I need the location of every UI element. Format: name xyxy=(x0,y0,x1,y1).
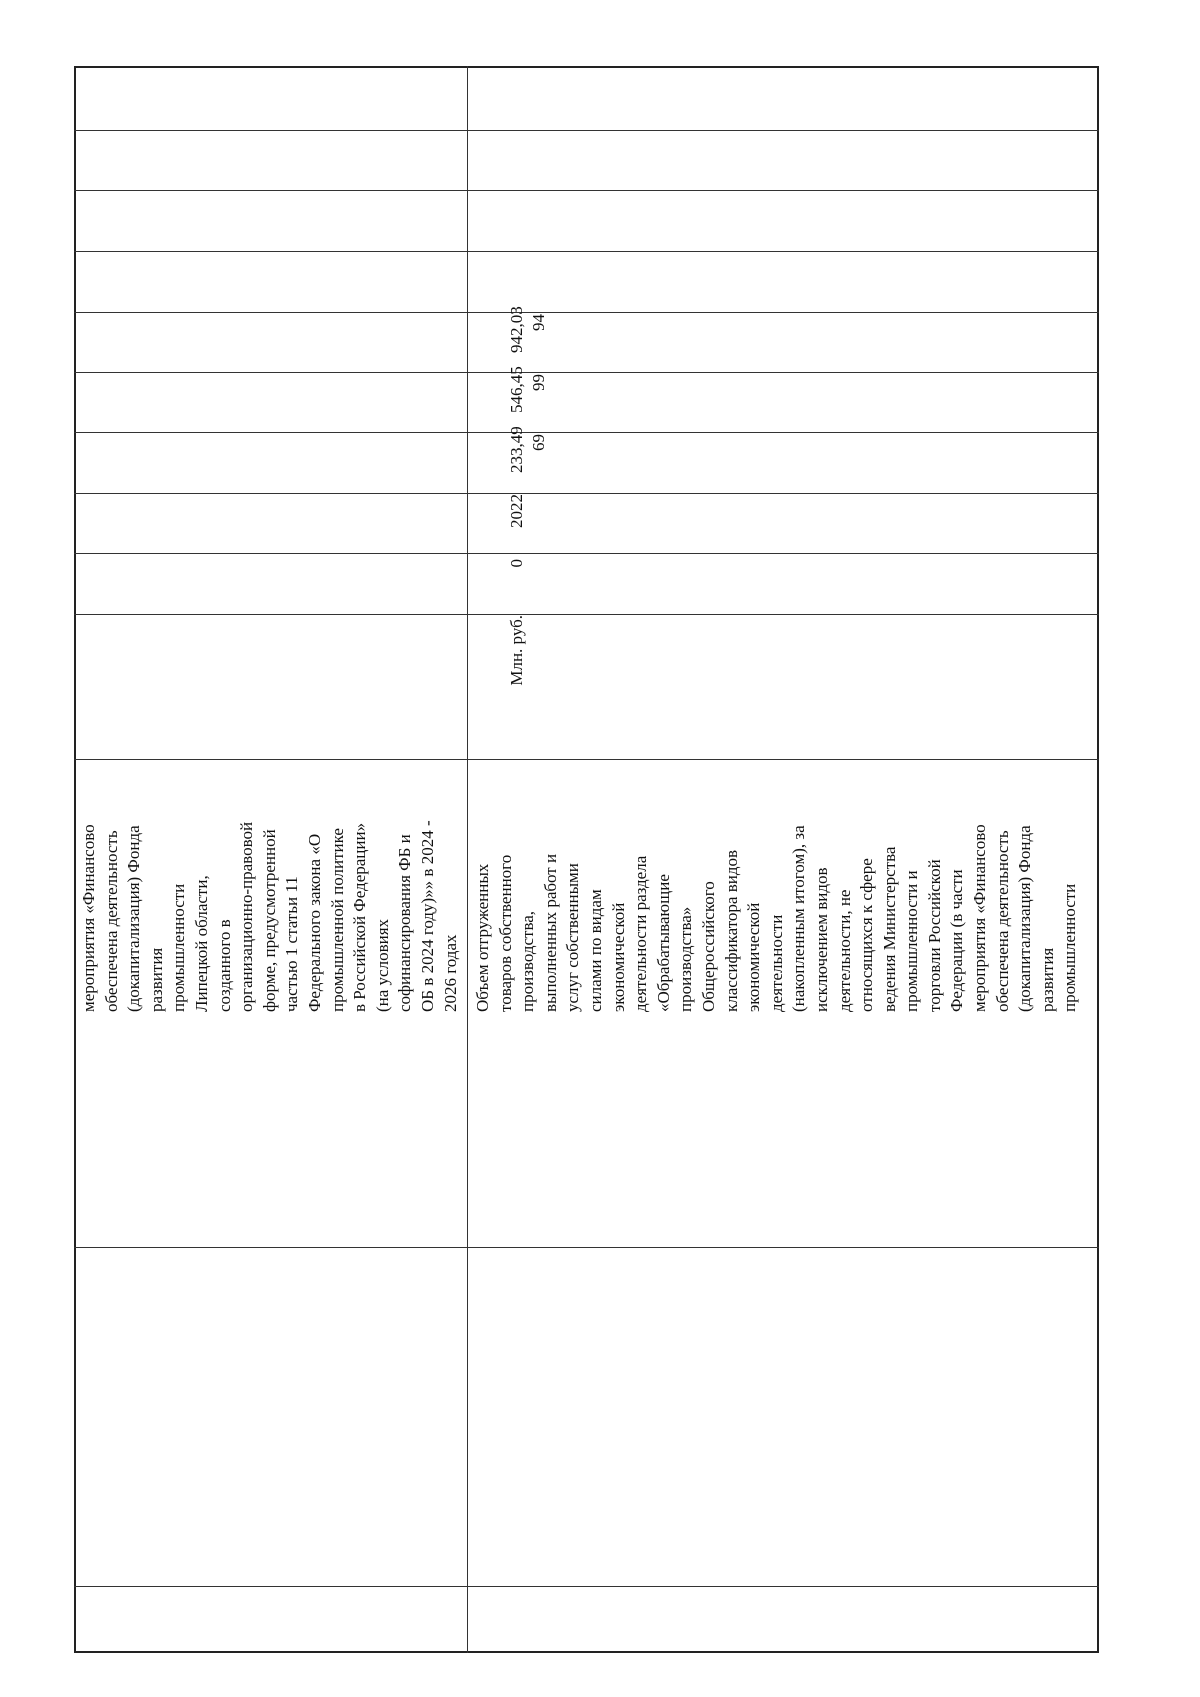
grid-line xyxy=(74,432,1099,433)
grid-line xyxy=(74,759,1099,760)
activity-text-line: промышленности xyxy=(169,883,189,1012)
value-2025-line2: 99 xyxy=(529,374,548,391)
grid-line xyxy=(74,130,1099,131)
activity-text-line: софинансирования ФБ и xyxy=(395,834,415,1012)
indicator-text-line: промышленности и xyxy=(902,870,922,1012)
indicator-text-line: Объем отгруженных xyxy=(473,863,492,1012)
value-2026-line1: 942,03 xyxy=(507,306,526,353)
value-2026-line2: 94 xyxy=(529,314,548,331)
indicator-text-line: деятельности раздела xyxy=(631,855,651,1012)
indicator-text-line: «Обрабатывающие xyxy=(653,874,673,1012)
activity-text-line: ОБ в 2024 году)»» в 2024 - xyxy=(417,820,437,1012)
base-year-cell xyxy=(484,494,550,550)
grid-line xyxy=(74,190,1099,191)
base-year: 2022 xyxy=(507,494,526,528)
indicator-text-line: торговли Российской xyxy=(924,859,944,1012)
unit-cell xyxy=(484,615,550,755)
indicator-text-line: экономической xyxy=(744,902,764,1012)
grid-line xyxy=(74,372,1099,373)
indicator-text-line: Федерации (в части xyxy=(947,869,967,1012)
indicator-text-line: обеспечена деятельность xyxy=(992,830,1012,1012)
grid-line xyxy=(74,1247,1099,1248)
base-value: 0 xyxy=(507,559,526,568)
activity-text-line: (на условиях xyxy=(372,918,392,1012)
indicator-text-line: мероприятия «Финансово xyxy=(970,824,990,1012)
activity-text-line: промышленной политике xyxy=(327,828,347,1012)
indicator-text-line: (накопленным итогом), за xyxy=(789,825,809,1012)
activity-description-cell xyxy=(78,820,462,1012)
indicator-text-line: силами по видам xyxy=(585,889,605,1012)
indicator-text-line: производства, xyxy=(518,910,538,1012)
indicator-text-line: экономической xyxy=(608,902,628,1012)
indicator-text-line: ведения Министерства xyxy=(879,846,899,1012)
activity-text-line: Липецкой области, xyxy=(191,875,211,1012)
indicator-text-line: относящихся к сфере xyxy=(857,858,877,1012)
activity-text-line: частью 1 статьи 11 xyxy=(282,876,302,1012)
grid-line xyxy=(74,553,1099,554)
value-2024-line2: 69 xyxy=(529,434,548,451)
value-2024-line1: 233,49 xyxy=(507,426,526,473)
grid-line xyxy=(74,1586,1099,1587)
activity-text-line: 2026 годах xyxy=(440,934,460,1012)
activity-text-line: форме, предусмотренной xyxy=(259,829,279,1012)
value-2025-cell xyxy=(484,366,572,430)
base-value-cell xyxy=(484,559,550,609)
indicator-text-line: товаров собственного xyxy=(495,854,515,1012)
indicator-text-line: услуг собственными xyxy=(563,863,583,1012)
indicator-text-line: деятельности, не xyxy=(834,889,854,1012)
indicator-text-line: классификатора видов xyxy=(721,850,741,1012)
indicator-text-line: исключением видов xyxy=(811,867,831,1012)
indicator-text-line: выполненных работ и xyxy=(540,853,560,1012)
indicator-text-line: развития xyxy=(1037,947,1057,1012)
value-2026-cell xyxy=(484,306,572,370)
unit-value: Млн. руб. xyxy=(507,615,526,686)
value-2025-line1: 546,45 xyxy=(507,366,526,413)
activity-text-line: Федерального закона «О xyxy=(304,833,324,1012)
activity-text-line: созданного в xyxy=(214,919,234,1012)
indicator-text-line: (докапитализация) Фонда xyxy=(1015,825,1035,1012)
activity-text-line: организационно-правовой xyxy=(237,821,257,1012)
activity-text-line: мероприятия «Финансово xyxy=(79,824,98,1012)
value-2024-cell xyxy=(484,426,572,490)
activity-text-line: обеспечена деятельность xyxy=(101,830,121,1012)
indicator-text-line: промышленности xyxy=(1060,883,1080,1012)
indicator-description-cell xyxy=(472,824,1082,1012)
grid-line xyxy=(74,614,1099,615)
grid-line xyxy=(74,251,1099,252)
activity-text-line: развития xyxy=(146,947,166,1012)
indicator-text-line: деятельности xyxy=(766,914,786,1012)
grid-line xyxy=(74,493,1099,494)
indicator-text-line: производства» xyxy=(676,906,696,1012)
activity-text-line: (докапитализация) Фонда xyxy=(124,825,144,1012)
grid-line xyxy=(74,312,1099,313)
grid-line xyxy=(467,66,468,1653)
indicator-text-line: Общероссийского xyxy=(698,881,718,1012)
activity-text-line: в Российской Федерации» xyxy=(350,822,370,1012)
